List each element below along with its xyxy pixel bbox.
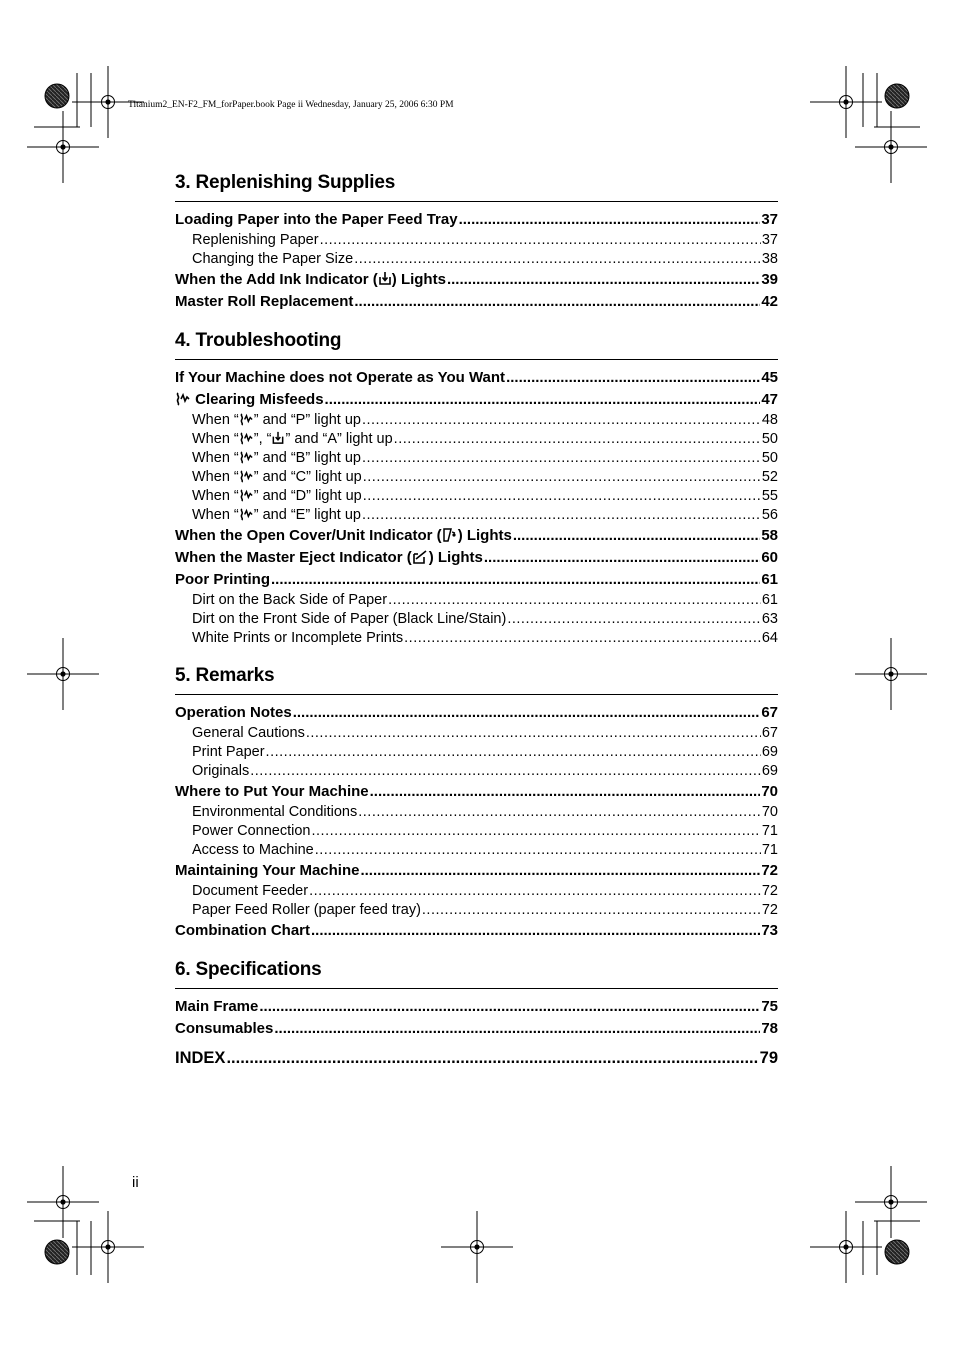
toc-entry[interactable]: When the Master Eject Indicator ( ) Lights ..... 60	[175, 547, 778, 569]
misfeed-icon	[239, 488, 254, 502]
toc-subentry[interactable]: Access to Machine ..... 71	[175, 841, 778, 860]
section-title: 3. Replenishing Supplies	[175, 171, 778, 202]
toc-entry[interactable]: Consumables ..... 78	[175, 1018, 778, 1040]
page-number: ii	[132, 1174, 139, 1191]
table-of-contents	[175, 171, 778, 1086]
toc-entry[interactable]: Master Roll Replacement ..... 42	[175, 291, 778, 313]
section-title: 6. Specifications	[175, 958, 778, 989]
toc-entry[interactable]: Maintaining Your Machine ..... 72	[175, 860, 778, 882]
misfeed-icon	[239, 469, 254, 483]
misfeed-icon	[239, 507, 254, 521]
toc-subentry[interactable]: Document Feeder ..... 72	[175, 882, 778, 901]
toc-entry[interactable]: When the Add Ink Indicator ( ) Lights ..... 39	[175, 269, 778, 291]
misfeed-icon	[239, 412, 254, 426]
toc-entry[interactable]: Where to Put Your Machine ..... 70	[175, 781, 778, 803]
add-ink-icon	[271, 431, 285, 445]
toc-entry[interactable]: When the Open Cover/Unit Indicator ( ) Lights ..... 58	[175, 525, 778, 547]
toc-entry[interactable]: Main Frame ..... 75	[175, 996, 778, 1018]
misfeed-icon	[175, 391, 191, 406]
toc-entry[interactable]: Loading Paper into the Paper Feed Tray ..... 37	[175, 209, 778, 231]
section-title: 4. Troubleshooting	[175, 329, 778, 360]
toc-entry-index[interactable]: INDEX ..... 79	[175, 1046, 778, 1070]
toc-section-replenishing	[175, 171, 778, 313]
section-title: 5. Remarks	[175, 664, 778, 695]
toc-subentry[interactable]: Power Connection ..... 71	[175, 822, 778, 841]
open-cover-unit-icon	[442, 527, 458, 542]
toc-subentry[interactable]: When “ ”, “ ” and “A” light up ..... 50	[175, 430, 778, 449]
toc-subentry[interactable]: Environmental Conditions ..... 70	[175, 803, 778, 822]
toc-subentry[interactable]: Changing the Paper Size ..... 38	[175, 250, 778, 269]
toc-subentry[interactable]: Dirt on the Front Side of Paper (Black Line/Stain) ..... 63	[175, 610, 778, 629]
master-eject-icon	[412, 549, 429, 564]
toc-entry[interactable]: Clearing Misfeeds ..... 47	[175, 389, 778, 411]
toc-entry[interactable]: Combination Chart ..... 73	[175, 920, 778, 942]
book-slug-header: Titanium2_EN-F2_FM_forPaper.book Page ii Wednesday, January 25, 2006 6:30 PM	[128, 100, 454, 110]
toc-subentry[interactable]: When “ ” and “B” light up ..... 50	[175, 449, 778, 468]
toc-section-specifications	[175, 958, 778, 1070]
add-ink-icon	[378, 271, 392, 286]
toc-entry[interactable]: Poor Printing ..... 61	[175, 569, 778, 591]
toc-subentry[interactable]: Paper Feed Roller (paper feed tray) ..... 72	[175, 901, 778, 920]
toc-subentry[interactable]: Dirt on the Back Side of Paper ..... 61	[175, 591, 778, 610]
misfeed-icon	[239, 450, 254, 464]
toc-subentry[interactable]: Originals ..... 69	[175, 762, 778, 781]
toc-section-remarks	[175, 664, 778, 942]
toc-subentry[interactable]: White Prints or Incomplete Prints ..... 64	[175, 629, 778, 648]
toc-subentry[interactable]: When “ ” and “P” light up ..... 48	[175, 411, 778, 430]
toc-entry[interactable]: If Your Machine does not Operate as You Want ..... 45	[175, 367, 778, 389]
toc-subentry[interactable]: When “ ” and “D” light up ..... 55	[175, 487, 778, 506]
toc-subentry[interactable]: Replenishing Paper ..... 37	[175, 231, 778, 250]
toc-section-troubleshooting	[175, 329, 778, 648]
toc-subentry[interactable]: Print Paper ..... 69	[175, 743, 778, 762]
misfeed-icon	[239, 431, 254, 445]
toc-subentry[interactable]: General Cautions ..... 67	[175, 724, 778, 743]
toc-subentry[interactable]: When “ ” and “C” light up ..... 52	[175, 468, 778, 487]
toc-subentry[interactable]: When “ ” and “E” light up ..... 56	[175, 506, 778, 525]
toc-entry[interactable]: Operation Notes ..... 67	[175, 702, 778, 724]
